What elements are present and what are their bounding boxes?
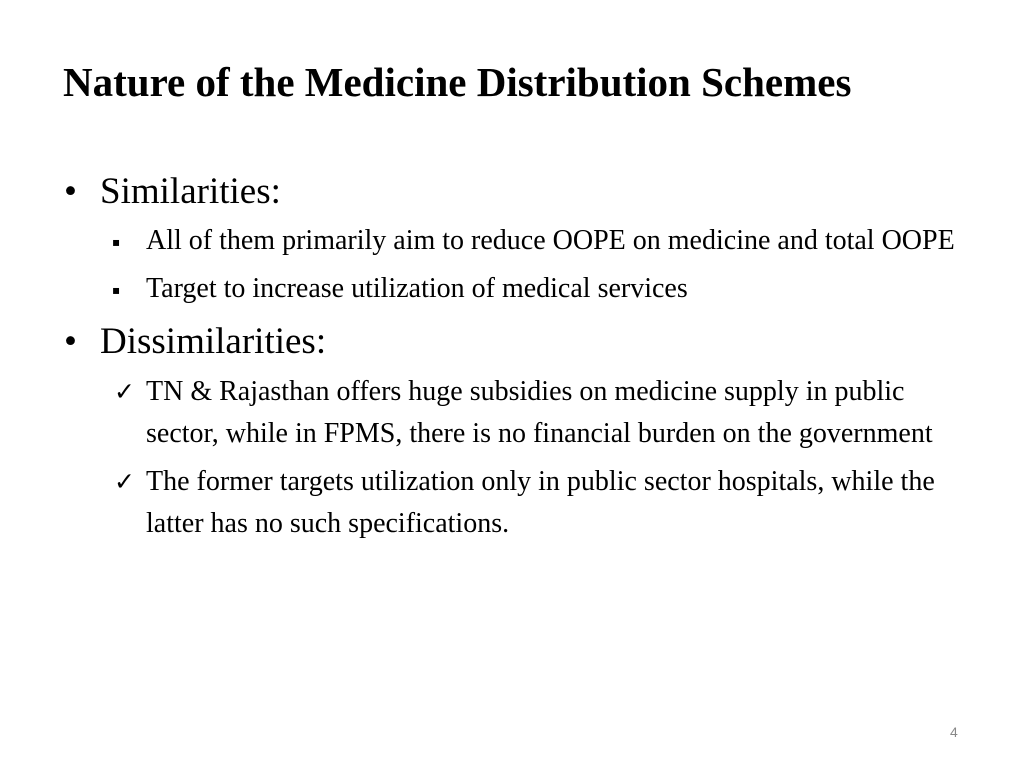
list-item: [0, 371, 956, 455]
square-bullet-icon: ▪: [112, 283, 121, 298]
square-bullet-icon: ▪: [112, 235, 121, 250]
list-item-text: Target to increase utilization of medical services: [146, 273, 688, 305]
checkmark-icon: ✓: [114, 376, 135, 406]
list-item: [0, 220, 956, 262]
section-heading-text: Dissimilarities:: [100, 321, 327, 363]
dissimilarities-list: [0, 371, 1024, 545]
list-item-text: TN & Rajasthan offers huge subsidies on medicine supply in public sector, while in FPMS, there is no financial burden on the government: [146, 375, 933, 449]
section-heading-similarities: [0, 170, 1024, 214]
bullet-icon: •: [64, 171, 77, 212]
page-number: 4: [950, 724, 958, 740]
section-heading-dissimilarities: [0, 320, 1024, 364]
list-item-text: All of them primarily aim to reduce OOPE on medicine and total OOPE: [146, 225, 955, 257]
checkmark-icon: ✓: [114, 466, 135, 496]
list-item-text: The former targets utilization only in public sector hospitals, while the latter has no such specifications.: [146, 465, 935, 539]
section-heading-text: Similarities:: [100, 171, 281, 212]
similarities-list: [0, 220, 1024, 310]
list-item: [0, 461, 956, 545]
slide-title: Nature of the Medicine Distribution Schemes: [63, 59, 852, 105]
bullet-icon: •: [64, 321, 77, 363]
list-item: [0, 268, 956, 310]
slide-content: [0, 170, 1024, 555]
